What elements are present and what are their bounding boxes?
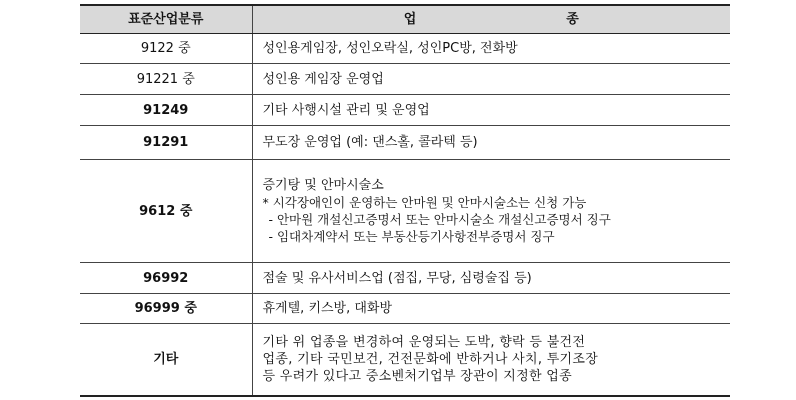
row-code: 96992 — [80, 263, 252, 294]
row-code: 9122 중 — [80, 34, 252, 64]
row-description: 휴게텔, 키스방, 대화방 — [252, 294, 730, 324]
table-row — [80, 126, 730, 160]
row-subitem: - 임대차계약서 또는 부동산등기사항전부증명서 징구 — [268, 229, 555, 244]
table-row — [80, 34, 730, 64]
row-code: 기타 — [80, 324, 252, 396]
industry-restriction-table — [80, 4, 730, 397]
row-description: 성인용 게임장 운영업 — [252, 64, 730, 95]
row-code: 91221 중 — [80, 64, 252, 95]
table-row — [80, 294, 730, 324]
header-business-type-part1: 업 — [403, 12, 417, 27]
row-code: 9612 중 — [80, 160, 252, 263]
table-row — [80, 95, 730, 126]
row-description — [252, 160, 730, 263]
row-code: 91249 — [80, 95, 252, 126]
row-code: 96999 중 — [80, 294, 252, 324]
table-row — [80, 64, 730, 95]
row-description: 점술 및 유사서비스업 (점집, 무당, 심령술집 등) — [252, 263, 730, 294]
row-description: 성인용게임장, 성인오락실, 성인PC방, 전화방 — [252, 34, 730, 64]
row-description-line: 기타 위 업종을 변경하여 운영되는 도박, 향락 등 불건전 — [262, 334, 586, 350]
row-description-title: 증기탕 및 안마시술소 — [262, 178, 384, 193]
row-description: 무도장 운영업 (예: 댄스홀, 콜라텍 등) — [252, 126, 730, 160]
row-subitem: - 안마원 개설신고증명서 또는 안마시술소 개설신고증명서 징구 — [268, 212, 611, 227]
row-description — [252, 324, 730, 396]
row-description-line: 등 우려가 있다고 중소벤처기업부 장관이 지정한 업종 — [262, 368, 572, 384]
table-row — [80, 160, 730, 263]
row-code: 91291 — [80, 126, 252, 160]
header-business-type — [252, 5, 730, 34]
header-classification: 표준산업분류 — [80, 5, 252, 34]
header-business-type-part2: 종 — [566, 12, 579, 27]
table-row — [80, 324, 730, 396]
row-description: 기타 사행시설 관리 및 운영업 — [252, 95, 730, 126]
row-description-line: 업종, 기타 국민보건, 건전문화에 반하거나 사치, 투기조장 — [262, 351, 599, 367]
row-note: * 시각장애인이 운영하는 안마원 및 안마시술소는 신청 가능 — [262, 195, 587, 210]
table-header-row — [80, 5, 730, 34]
table-row — [80, 263, 730, 294]
